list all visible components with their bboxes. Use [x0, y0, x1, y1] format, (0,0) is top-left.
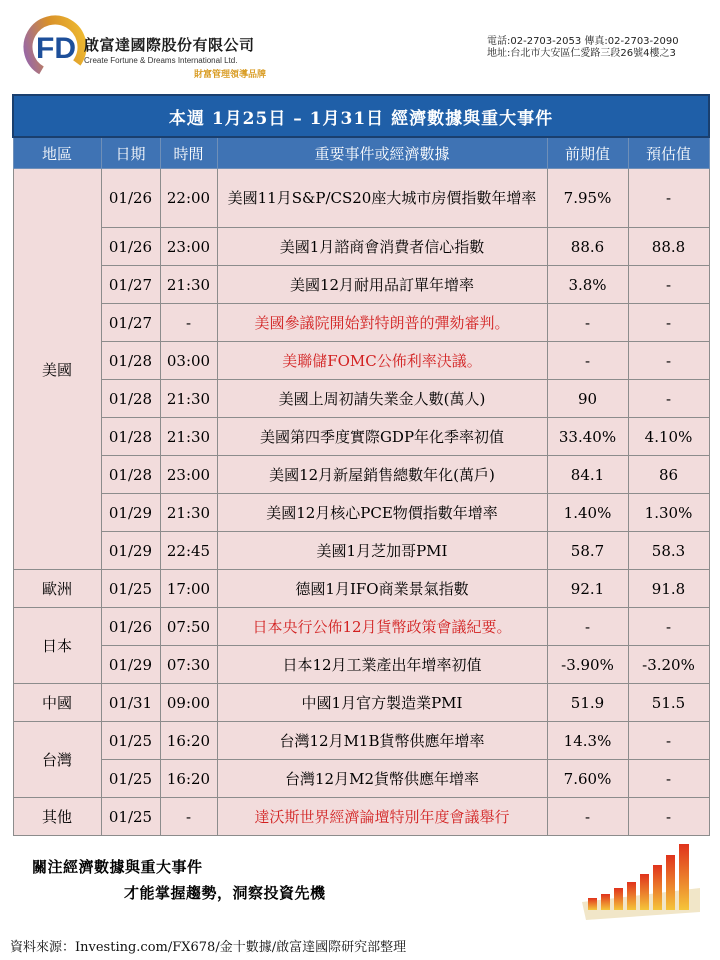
company-logo: [22, 14, 302, 84]
previous-cell: -: [547, 608, 628, 646]
svg-text:FD: FD: [36, 32, 76, 65]
previous-cell: 33.40%: [547, 418, 628, 456]
event-cell: 中國1月官方製造業PMI: [217, 684, 547, 722]
time-cell: 22:00: [160, 169, 217, 228]
forecast-cell: 91.8: [628, 570, 709, 608]
event-cell: 美國11月S&P/CS20座大城市房價指數年增率: [217, 169, 547, 228]
event-cell: 美國第四季度實際GDP年化季率初值: [217, 418, 547, 456]
previous-cell: 90: [547, 380, 628, 418]
table-row: [13, 418, 709, 456]
time-cell: 09:00: [160, 684, 217, 722]
data-source: 資料來源：Investing.com/FX678/金十數據/啟富達國際研究部整理: [10, 940, 407, 955]
date-cell: 01/28: [101, 418, 160, 456]
date-cell: 01/25: [101, 570, 160, 608]
header-date: 日期: [101, 137, 160, 169]
time-cell: 17:00: [160, 570, 217, 608]
table-row: [13, 228, 709, 266]
forecast-cell: 4.10%: [628, 418, 709, 456]
region-cell: 台灣: [13, 722, 101, 798]
time-cell: 21:30: [160, 418, 217, 456]
time-cell: 21:30: [160, 494, 217, 532]
company-name-en: Create Fortune & Dreams International Ltd.: [84, 56, 238, 65]
time-cell: 16:20: [160, 722, 217, 760]
company-slogan: 財富管理領導品牌: [194, 70, 267, 80]
forecast-cell: -: [628, 169, 709, 228]
previous-cell: 3.8%: [547, 266, 628, 304]
date-cell: 01/31: [101, 684, 160, 722]
table-row: [13, 798, 709, 836]
table-row: [13, 342, 709, 380]
header-time: 時間: [160, 137, 217, 169]
event-cell: 台灣12月M1B貨幣供應年增率: [217, 722, 547, 760]
time-cell: 21:30: [160, 266, 217, 304]
date-cell: 01/26: [101, 169, 160, 228]
previous-cell: 1.40%: [547, 494, 628, 532]
date-cell: 01/27: [101, 304, 160, 342]
company-name-cn: 啟富達國際股份有限公司: [84, 36, 255, 54]
events-table: [12, 94, 710, 836]
region-cell: 歐洲: [13, 570, 101, 608]
footer-slogan-line1: 關注經濟數據與重大事件: [32, 858, 203, 876]
header-previous: 前期值: [547, 137, 628, 169]
time-cell: -: [160, 304, 217, 342]
table-row: [13, 532, 709, 570]
time-cell: 22:45: [160, 532, 217, 570]
phone-line: 電話:02-2703-2053 傳真:02-2703-2090: [487, 36, 679, 47]
time-cell: 07:30: [160, 646, 217, 684]
header-region: 地區: [13, 137, 101, 169]
table-row: [13, 646, 709, 684]
forecast-cell: -: [628, 722, 709, 760]
time-cell: 16:20: [160, 760, 217, 798]
event-cell: 美國參議院開始對特朗普的彈劾審判。: [217, 304, 547, 342]
event-cell: 德國1月IFO商業景氣指數: [217, 570, 547, 608]
region-cell: 其他: [13, 798, 101, 836]
logo-ring-icon: [22, 14, 88, 80]
table-row: [13, 608, 709, 646]
previous-cell: 92.1: [547, 570, 628, 608]
table-row: [13, 266, 709, 304]
event-cell: 日本央行公佈12月貨幣政策會議紀要。: [217, 608, 547, 646]
forecast-cell: -3.20%: [628, 646, 709, 684]
forecast-cell: -: [628, 342, 709, 380]
event-cell: 美國上周初請失業金人數(萬人): [217, 380, 547, 418]
forecast-cell: -: [628, 304, 709, 342]
time-cell: -: [160, 798, 217, 836]
date-cell: 01/28: [101, 380, 160, 418]
growth-bars-icon: [582, 840, 700, 930]
date-cell: 01/29: [101, 494, 160, 532]
event-cell: 美聯儲FOMC公佈利率決議。: [217, 342, 547, 380]
table-row: [13, 380, 709, 418]
previous-cell: -3.90%: [547, 646, 628, 684]
previous-cell: 51.9: [547, 684, 628, 722]
forecast-cell: -: [628, 608, 709, 646]
event-cell: 台灣12月M2貨幣供應年增率: [217, 760, 547, 798]
date-cell: 01/25: [101, 760, 160, 798]
date-cell: 01/26: [101, 228, 160, 266]
date-cell: 01/28: [101, 456, 160, 494]
header-forecast: 預估值: [628, 137, 709, 169]
date-cell: 01/29: [101, 646, 160, 684]
table-row: [13, 570, 709, 608]
forecast-cell: -: [628, 798, 709, 836]
forecast-cell: 58.3: [628, 532, 709, 570]
forecast-cell: -: [628, 380, 709, 418]
time-cell: 21:30: [160, 380, 217, 418]
table-row: [13, 304, 709, 342]
date-cell: 01/26: [101, 608, 160, 646]
address-line: 地址:台北市大安區仁愛路三段26號4樓之3: [487, 48, 676, 59]
table-row: [13, 760, 709, 798]
previous-cell: 7.60%: [547, 760, 628, 798]
event-cell: 達沃斯世界經濟論壇特別年度會議舉行: [217, 798, 547, 836]
time-cell: 07:50: [160, 608, 217, 646]
forecast-cell: 51.5: [628, 684, 709, 722]
date-cell: 01/28: [101, 342, 160, 380]
forecast-cell: -: [628, 266, 709, 304]
table-row: [13, 456, 709, 494]
event-cell: 美國12月核心PCE物價指數年增率: [217, 494, 547, 532]
table-row: [13, 169, 709, 228]
table-row: [13, 684, 709, 722]
region-cell: 美國: [13, 169, 101, 570]
table-body: [13, 169, 709, 836]
forecast-cell: -: [628, 760, 709, 798]
previous-cell: -: [547, 798, 628, 836]
event-cell: 日本12月工業產出年增率初值: [217, 646, 547, 684]
previous-cell: 14.3%: [547, 722, 628, 760]
table-title: 本週 1月25日 – 1月31日 經濟數據與重大事件: [13, 95, 709, 137]
previous-cell: 58.7: [547, 532, 628, 570]
footer-slogan-line2: 才能掌握趨勢，洞察投資先機: [124, 884, 326, 902]
table-row: [13, 494, 709, 532]
date-cell: 01/25: [101, 722, 160, 760]
forecast-cell: 1.30%: [628, 494, 709, 532]
previous-cell: 84.1: [547, 456, 628, 494]
date-cell: 01/29: [101, 532, 160, 570]
previous-cell: 88.6: [547, 228, 628, 266]
date-cell: 01/25: [101, 798, 160, 836]
table-row: [13, 722, 709, 760]
time-cell: 23:00: [160, 228, 217, 266]
region-cell: 中國: [13, 684, 101, 722]
time-cell: 23:00: [160, 456, 217, 494]
previous-cell: -: [547, 304, 628, 342]
region-cell: 日本: [13, 608, 101, 684]
header-event: 重要事件或經濟數據: [217, 137, 547, 169]
time-cell: 03:00: [160, 342, 217, 380]
event-cell: 美國12月新屋銷售總數年化(萬戶): [217, 456, 547, 494]
date-cell: 01/27: [101, 266, 160, 304]
event-cell: 美國1月諮商會消費者信心指數: [217, 228, 547, 266]
event-cell: 美國1月芝加哥PMI: [217, 532, 547, 570]
previous-cell: -: [547, 342, 628, 380]
contact-info: [487, 36, 679, 60]
forecast-cell: 88.8: [628, 228, 709, 266]
event-cell: 美國12月耐用品訂單年增率: [217, 266, 547, 304]
previous-cell: 7.95%: [547, 169, 628, 228]
forecast-cell: 86: [628, 456, 709, 494]
